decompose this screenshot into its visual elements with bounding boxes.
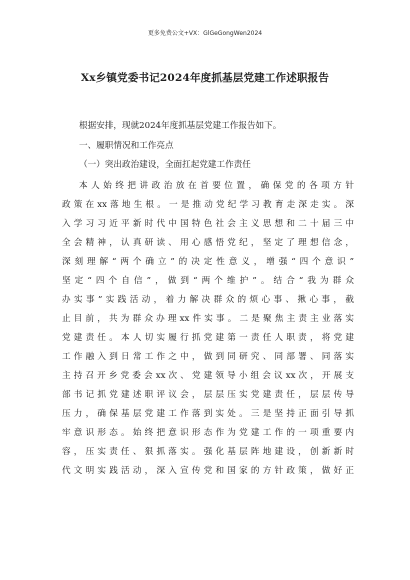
- body-line: 坚定“四个自信”，做到“两个维护”。结合“我为群众: [62, 276, 354, 286]
- body-line: 本人始终把讲政治放在首要位置，确保党的各项方针: [79, 181, 354, 191]
- body-paragraph: [62, 177, 354, 481]
- body-line: 代文明实践活动，深入宣传党和国家的方针政策，做好正: [62, 466, 354, 476]
- body-line: 党建责任。本人切实履行抓党建第一责任人职责，将党建: [62, 333, 354, 343]
- body-line: 深刻理解“两个确立”的决定性意义，增强“四个意识”: [62, 257, 354, 267]
- body-line: 止目前，共为群众办理xx件实事。二是聚焦主责主业落实: [62, 314, 354, 324]
- body-line: 工作融入到日常工作之中，做到同研究、同部署、同落实: [62, 352, 354, 362]
- section-heading-1: 一、履职情况和工作亮点: [79, 141, 174, 151]
- body-line: 政策在xx落地生根。一是推动党纪学习教育走深走实。深: [62, 200, 354, 210]
- body-line: 办实事”实践活动，着力解决群众的烦心事、揪心事，截: [62, 295, 354, 305]
- body-line: 主持召开乡党委会xx次、党建领导小组会议xx次，开展支: [62, 371, 354, 381]
- document-title: Xx乡镇党委书记2024年度抓基层党建工作述职报告: [80, 72, 330, 84]
- body-line: 压力，确保基层党建工作落到实处。三是坚持正面引导抓: [62, 409, 354, 419]
- body-line: 全会精神，认真研读、用心感悟党纪，坚定了理想信念，: [62, 238, 354, 248]
- body-line: 容，压实责任、狠抓落实。强化基层阵地建设，创新新时: [62, 447, 354, 457]
- body-line: 入学习习近平新时代中国特色社会主义思想和二十届三中: [62, 219, 354, 229]
- body-line: 牢意识形态。始终把意识形态作为党建工作的一项重要内: [62, 428, 354, 438]
- body-line: 部书记抓党建述职评议会，层层压实党建责任，层层传导: [62, 390, 354, 400]
- intro-paragraph: 根据安排，现就2024年度抓基层党建工作报告如下。: [79, 121, 282, 131]
- subsection-heading-1: （一）突出政治建设，全面扛起党建工作责任: [79, 160, 251, 170]
- header-note: 更多免费公文+VX：GlGeGongWen2024: [147, 30, 263, 37]
